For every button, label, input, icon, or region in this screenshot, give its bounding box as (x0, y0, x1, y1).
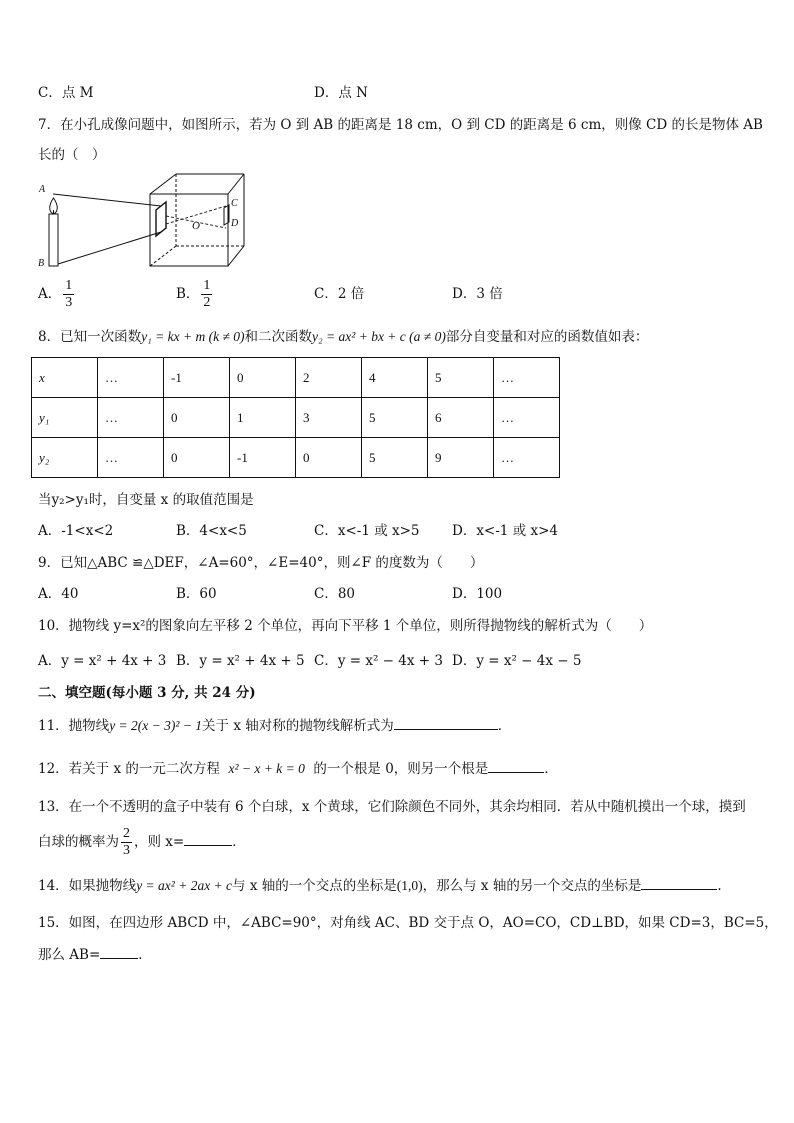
answer-blank[interactable] (100, 944, 138, 959)
q10-stem: 10．抛物线 y=x²的图象向左平移 2 个单位，再向下平移 1 个单位，则所得抛物线的解析式为（ ） (38, 618, 653, 634)
q10-option-a: A．y = x² + 4x + 3 (38, 653, 167, 669)
answer-blank[interactable] (184, 831, 232, 846)
q10-option-c: C．y = x² − 4x + 3 (314, 653, 443, 669)
label-C: C (231, 198, 238, 209)
q8-option-c: C．x<-1 或 x>5 (314, 523, 420, 539)
label-A: A (39, 184, 46, 195)
answer-blank[interactable] (488, 758, 544, 773)
q9-stem: 9．已知△ABC ≌△DEF，∠A=60°，∠E=40°，则∠F 的度数为（ ） (38, 555, 484, 571)
q9-option-a: A．40 (38, 586, 79, 602)
q14: 14．如果抛物线y = ax² + 2ax + c与 x 轴的一个交点的坐标是(1,0)，那么与 x 轴的另一个交点的坐标是 . (38, 875, 722, 895)
q7-option-d: D．3 倍 (452, 286, 503, 302)
q14-point: (1,0) (396, 878, 423, 893)
q8-option-d: D．x<-1 或 x>4 (452, 523, 558, 539)
label-D: D (231, 218, 239, 229)
q10-option-d: D．y = x² − 4x − 5 (452, 653, 582, 669)
q8-question: 当y₂>y₁时，自变量 x 的取值范围是 (38, 492, 254, 508)
q8-linear-formula: y₁ = kx + m (k ≠ 0) (141, 329, 245, 344)
q12-formula: x² − x + k = 0 (228, 761, 305, 776)
q9-option-d: D．100 (452, 586, 503, 602)
q6-option-d: D．点 N (314, 85, 368, 101)
table-row: x … -1 0 2 4 5 … (32, 358, 560, 398)
answer-blank[interactable] (394, 715, 498, 730)
q7-option-c: C．2 倍 (314, 286, 365, 302)
q9-option-b: B．60 (176, 586, 217, 602)
pinhole-camera-figure (34, 170, 250, 270)
table-row: y₂ … 0 -1 0 5 9 … (32, 438, 560, 478)
label-B: B (38, 258, 45, 269)
section-title: 二、填空题(每小题 3 分, 共 24 分) (38, 685, 256, 701)
q8-option-b: B．4<x<5 (176, 523, 247, 539)
q14-formula: y = ax² + 2ax + c (136, 878, 233, 893)
q12: 12．若关于 x 的一元二次方程 x² − x + k = 0 的一个根是 0，则另一个根是 ． (38, 758, 558, 778)
values-table (31, 357, 560, 478)
pinhole-plate (156, 202, 166, 236)
q8-option-a: A．-1<x<2 (38, 523, 114, 539)
q15-line1: 15．如图，在四边形 ABCD 中，∠ABC=90°，对角线 AC、BD 交于点 O，AO=CO，CD⊥BD，如果 CD=3，BC=5， (38, 915, 778, 931)
q13-line1: 13．在一个不透明的盒子中装有 6 个白球，x 个黄球，它们除颜色不同外，其余均相同．若从中随机摸出一个球，摸到 (38, 799, 746, 815)
answer-blank[interactable] (641, 875, 717, 890)
q9-option-c: C．80 (314, 586, 356, 602)
q6-option-c: C．点 M (38, 85, 94, 101)
q10-option-b: B．y = x² + 4x + 5 (176, 653, 305, 669)
q7-option-a: A． $\frac{1}{3}$ (38, 278, 73, 310)
candle-body (49, 214, 58, 266)
q7-stem-line2: 长的（ ） (38, 147, 106, 163)
q11: 11．抛物线y = 2(x − 3)² − 1关于 x 轴对称的抛物线解析式为 ． (38, 715, 511, 735)
q15-line2: 那么 AB= ． (38, 944, 152, 964)
q13-line2: 白球的概率为 $\frac{2}{3}$ ，则 x= ． (38, 826, 246, 858)
q11-formula: y = 2(x − 3)² − 1 (109, 718, 203, 733)
table-row: y₁ … 0 1 3 5 6 … (32, 398, 560, 438)
label-O: O (192, 220, 200, 232)
q7-option-b: B． $\frac{1}{2}$ (176, 278, 211, 310)
q8-stem: 8．已知一次函数y₁ = kx + m (k ≠ 0)和二次函数y₂ = ax² + bx + c (a ≠ 0)部分自变量和对应的函数值如表： (38, 329, 649, 345)
q7-stem-line1: 7．在小孔成像问题中，如图所示，若为 O 到 AB 的距离是 18 cm，O 到 CD 的距离是 6 cm，则像 CD 的长是物体 AB (38, 117, 763, 133)
q8-quadratic-formula: y₂ = ax² + bx + c (a ≠ 0) (312, 329, 446, 344)
